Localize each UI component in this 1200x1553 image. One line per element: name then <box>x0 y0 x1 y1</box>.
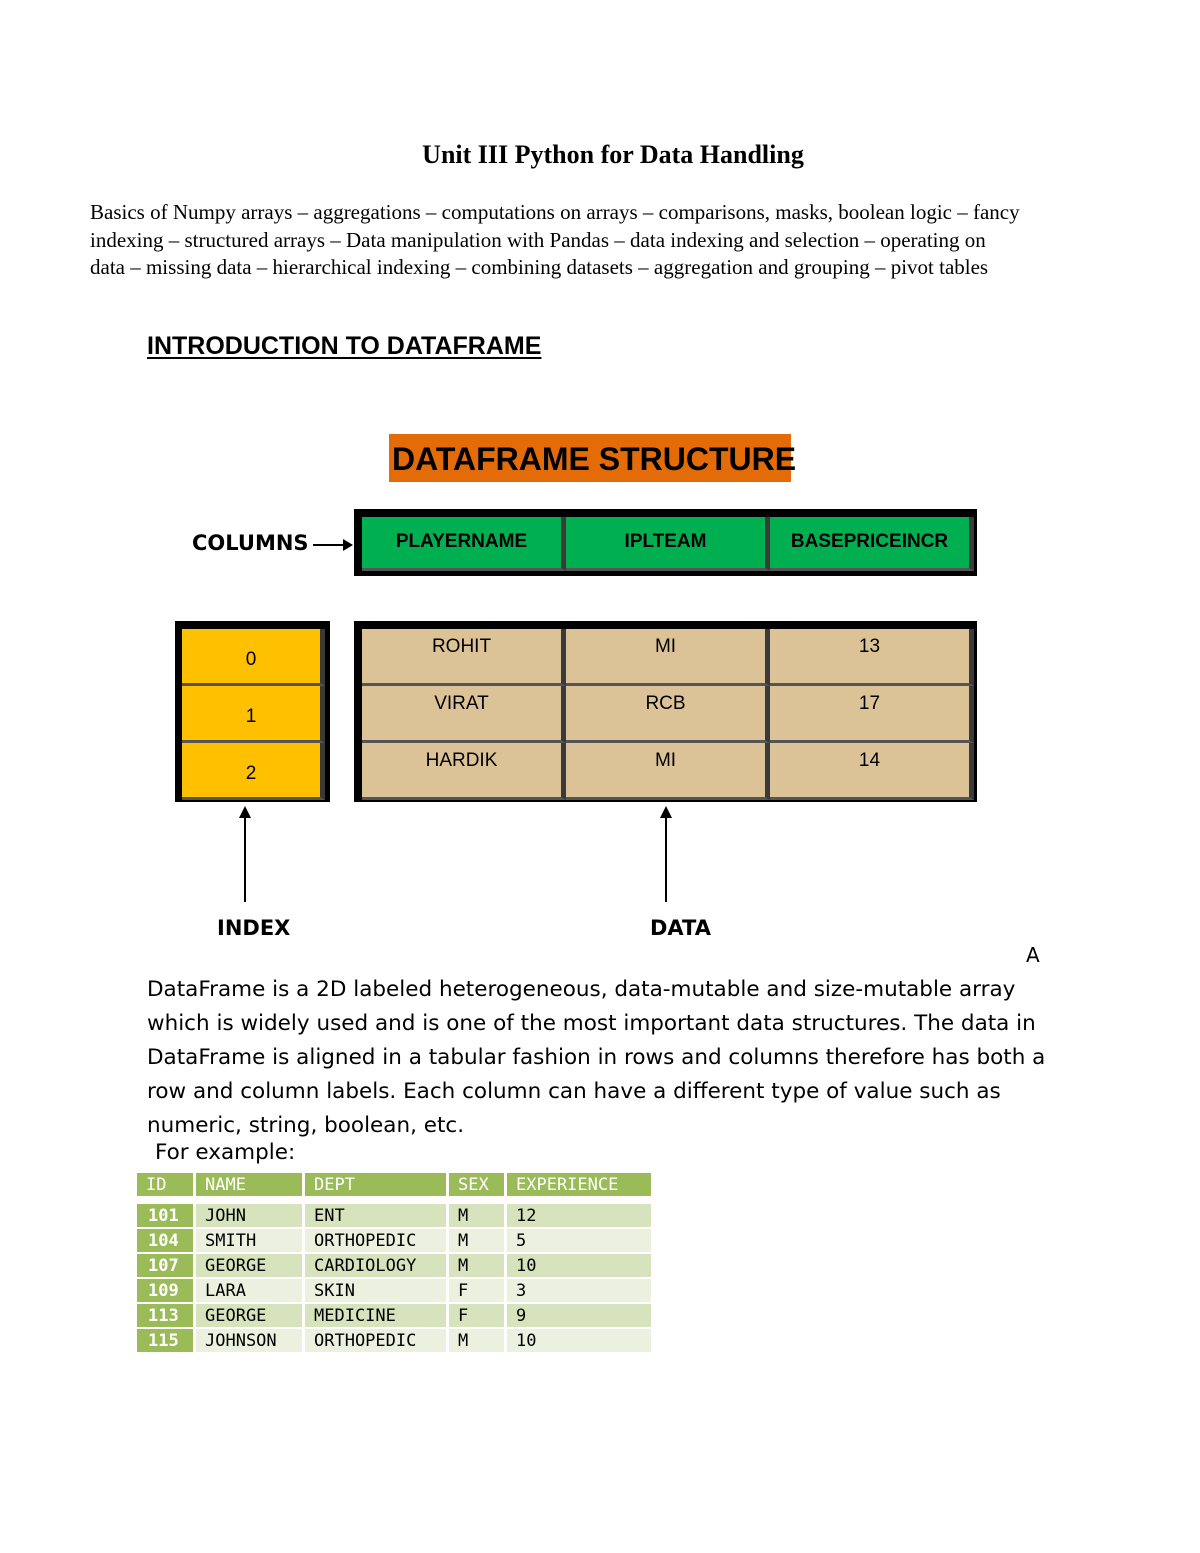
data-cell: VIRAT <box>362 686 566 743</box>
table-header-cell: SEX <box>449 1173 504 1196</box>
index-label: INDEX <box>217 916 291 940</box>
table-cell: ORTHOPEDIC <box>305 1229 446 1252</box>
syllabus-text <box>90 199 1150 282</box>
table-cell: MEDICINE <box>305 1304 446 1327</box>
table-cell-id: 109 <box>137 1279 193 1302</box>
index-cell: 0 <box>182 629 325 686</box>
data-cell: RCB <box>566 686 770 743</box>
table-cell: F <box>449 1279 504 1302</box>
syllabus-line: Basics of Numpy arrays – aggregations – computations on arrays – comparisons, masks, boolean logic – fancy <box>90 200 1020 224</box>
index-cell: 1 <box>182 686 325 743</box>
table-header-cell: ID <box>137 1173 193 1196</box>
table-cell: M <box>449 1329 504 1352</box>
table-cell: F <box>449 1304 504 1327</box>
description-paragraph <box>147 973 1097 1143</box>
data-cell: 14 <box>770 743 974 800</box>
index-arrow-icon <box>235 806 255 904</box>
example-label: For example: <box>155 1140 296 1165</box>
table-cell: CARDIOLOGY <box>305 1254 446 1277</box>
paragraph-line: DataFrame is a 2D labeled heterogeneous, data-mutable and size-mutable array <box>147 977 1016 1002</box>
syllabus-line: indexing – structured arrays – Data manipulation with Pandas – data indexing and selection – operating on <box>90 227 986 252</box>
data-cell: ROHIT <box>362 629 566 686</box>
table-cell: 10 <box>507 1329 651 1352</box>
index-frame <box>175 621 330 802</box>
figure-mark: A <box>1026 943 1040 967</box>
columns-arrow-icon <box>313 535 355 555</box>
section-heading: INTRODUCTION TO DATAFRAME <box>147 332 542 360</box>
table-cell: 10 <box>507 1254 651 1277</box>
table-cell: JOHNSON <box>196 1329 302 1352</box>
table-cell: GEORGE <box>196 1254 302 1277</box>
paragraph-line: DataFrame is aligned in a tabular fashion in rows and columns therefore has both a <box>147 1045 1046 1070</box>
index-cell: 2 <box>182 743 325 800</box>
table-cell: M <box>449 1204 504 1227</box>
syllabus-line: data – missing data – hierarchical indexing – combining datasets – aggregation and grouping – pivot tables <box>90 255 989 279</box>
column-header-cell: IPLTEAM <box>566 517 770 571</box>
table-cell-id: 107 <box>137 1254 193 1277</box>
table-cell: SKIN <box>305 1279 446 1302</box>
table-cell: 12 <box>507 1204 651 1227</box>
table-cell: JOHN <box>196 1204 302 1227</box>
column-header-frame <box>354 509 977 576</box>
table-cell-id: 104 <box>137 1229 193 1252</box>
table-header-cell: EXPERIENCE <box>507 1173 651 1196</box>
data-cell: MI <box>566 743 770 800</box>
table-cell-id: 115 <box>137 1329 193 1352</box>
table-cell: GEORGE <box>196 1304 302 1327</box>
table-cell: M <box>449 1229 504 1252</box>
data-cell: 17 <box>770 686 974 743</box>
table-cell: 9 <box>507 1304 651 1327</box>
table-cell-id: 113 <box>137 1304 193 1327</box>
column-header-cell: PLAYERNAME <box>362 517 566 571</box>
table-cell-id: 101 <box>137 1204 193 1227</box>
page-title: Unit III Python for Data Handling <box>422 140 804 169</box>
data-arrow-icon <box>656 806 676 904</box>
table-cell: LARA <box>196 1279 302 1302</box>
column-header-cell: BASEPRICEINCR <box>770 517 974 571</box>
data-cell: 13 <box>770 629 974 686</box>
table-cell: ORTHOPEDIC <box>305 1329 446 1352</box>
columns-label: COLUMNS <box>192 531 309 555</box>
table-cell: ENT <box>305 1204 446 1227</box>
data-frame <box>354 621 977 802</box>
data-cell: HARDIK <box>362 743 566 800</box>
table-header-cell: NAME <box>196 1173 302 1196</box>
paragraph-line: row and column labels. Each column can have a different type of value such as <box>147 1079 1001 1104</box>
table-cell: 5 <box>507 1229 651 1252</box>
table-cell: M <box>449 1254 504 1277</box>
diagram-title: DATAFRAME STRUCTURE <box>389 434 791 482</box>
table-cell: SMITH <box>196 1229 302 1252</box>
data-cell: MI <box>566 629 770 686</box>
table-header-cell: DEPT <box>305 1173 446 1196</box>
table-cell: 3 <box>507 1279 651 1302</box>
data-label: DATA <box>650 916 712 940</box>
paragraph-line: numeric, string, boolean, etc. <box>147 1113 465 1138</box>
paragraph-line: which is widely used and is one of the most important data structures. The data in <box>147 1011 1036 1036</box>
